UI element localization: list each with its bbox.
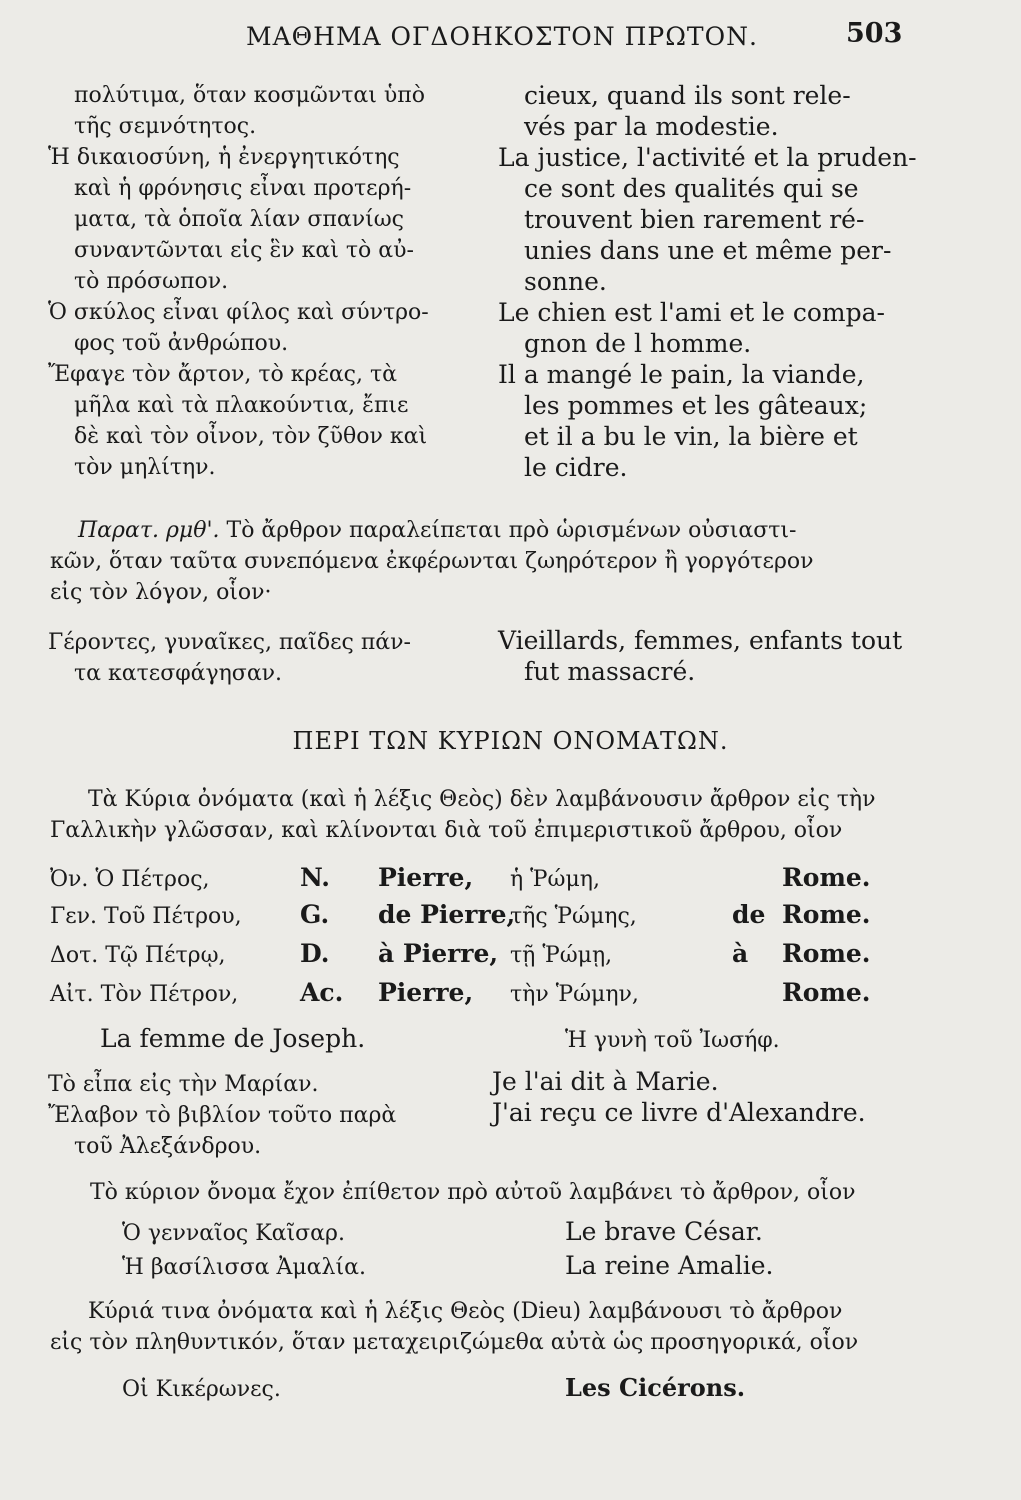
- french-line: cieux, quand ils sont rele-: [524, 81, 851, 110]
- grammar-note: [50, 515, 950, 608]
- french-place: Rome.: [782, 863, 871, 892]
- french-name: à Pierre,: [378, 939, 499, 968]
- epithet-rule: Τὸ κύριον ὄνομα ἔχον ἐπίθετον πρὸ αὐτοῦ λαμβάνει τὸ ἄρθρον, οἷον: [90, 1180, 856, 1205]
- case-greek: Ὀν. Ὁ Πέτρος,: [50, 867, 210, 892]
- french-name: Pierre,: [378, 863, 474, 892]
- french-line: gnon de l homme.: [524, 329, 752, 358]
- greek-line: τὸ πρόσωπον.: [74, 269, 229, 294]
- intro-line: Γαλλικὴν γλῶσσαν, καὶ κλίνονται διὰ τοῦ ἐπιμεριστικοῦ ἄρθρου, οἷον: [50, 818, 843, 843]
- epithet-example-greek: Ὁ γενναῖος Καῖσαρ.: [122, 1221, 345, 1246]
- joseph-greek: Ἡ γυνὴ τοῦ Ἰωσήφ.: [565, 1028, 780, 1053]
- french-line: Le chien est l'ami et le compa-: [498, 298, 885, 327]
- french-place: Rome.: [782, 978, 871, 1007]
- french-line: les pommes et les gâteaux;: [524, 391, 868, 420]
- french-prep: à: [732, 939, 749, 968]
- french-line: Il a mangé le pain, la viande,: [498, 360, 865, 389]
- french-line: Vieillards, femmes, enfants tout: [498, 626, 903, 655]
- french-line: le cidre.: [524, 453, 628, 482]
- greek-line: Τὸ εἶπα εἰς τὴν Μαρίαν.: [48, 1072, 319, 1097]
- case-greek: Αἰτ. Τὸν Πέτρον,: [50, 982, 239, 1007]
- french-line: trouvent bien rarement ré-: [524, 205, 865, 234]
- plural-example-french: Les Cicérons.: [565, 1373, 746, 1402]
- greek-place: τῇ Ῥώμῃ,: [510, 943, 613, 968]
- examples-marie-french: [492, 1066, 912, 1128]
- case-abbr: Ac.: [300, 978, 344, 1007]
- greek-line: καὶ ἡ φρόνησις εἶναι προτερή-: [74, 176, 412, 201]
- greek-line: τὸν μηλίτην.: [74, 455, 216, 480]
- greek-line: μῆλα καὶ τὰ πλακούντια, ἔπιε: [74, 393, 409, 418]
- french-name: Pierre,: [378, 978, 474, 1007]
- greek-line: τῆς σεμνότητος.: [74, 114, 257, 139]
- example-massacre-french: [498, 625, 908, 687]
- greek-line: δὲ καὶ τὸν οἶνον, τὸν ζῦθον καὶ: [74, 424, 428, 449]
- french-line: unies dans une et même per-: [524, 236, 892, 265]
- french-place: Rome.: [782, 939, 871, 968]
- french-line: vés par la modestie.: [524, 112, 779, 141]
- greek-line: Ἔλαβον τὸ βιβλίον τοῦτο παρὰ: [48, 1103, 397, 1128]
- french-name: de Pierre,: [378, 900, 516, 929]
- plural-line: εἰς τὸν πληθυντικόν, ὅταν μεταχειριζώμεθα αὐτὰ ὡς προσηγορικά, οἷον: [50, 1330, 859, 1355]
- french-line: La justice, l'activité et la pruden-: [498, 143, 917, 172]
- intro-line: Τὰ Κύρια ὀνόματα (καὶ ἡ λέξις Θεὸς) δὲν λαμβάνουσιν ἄρθρον εἰς τὴν: [88, 787, 876, 812]
- french-line: J'ai reçu ce livre d'Alexandre.: [492, 1098, 866, 1127]
- plural-example-greek: Οἱ Κικέρωνες.: [122, 1377, 281, 1402]
- greek-line: πολύτιμα, ὅταν κοσμῶνται ὑπὸ: [74, 83, 425, 108]
- plural-rule: [50, 1296, 970, 1358]
- greek-place: τὴν Ῥώμην,: [510, 982, 639, 1007]
- french-line: ce sont des qualités qui se: [524, 174, 859, 203]
- case-abbr: G.: [300, 900, 330, 929]
- examples-top-french: [498, 80, 917, 483]
- greek-line: Ἡ δικαιοσύνη, ἡ ἐνεργητικότης: [48, 145, 400, 170]
- plural-line: Κύριά τινα ὀνόματα καὶ ἡ λέξις Θεὸς (Dieu) λαμβάνουσι τὸ ἄρθρον: [88, 1299, 843, 1324]
- greek-line: Γέροντες, γυναῖκες, παῖδες πάν-: [48, 630, 411, 655]
- proper-nouns-intro: [50, 784, 970, 846]
- french-prep: de: [732, 900, 766, 929]
- case-greek: Γεν. Τοῦ Πέτρου,: [50, 904, 242, 929]
- section-heading: ΠΕΡΙ ΤΩΝ ΚΥΡΙΩΝ ΟΝΟΜΑΤΩΝ.: [292, 727, 729, 755]
- note-label: Παρατ. ρμθ'.: [78, 518, 220, 543]
- french-place: Rome.: [782, 900, 871, 929]
- case-abbr: N.: [300, 863, 330, 892]
- examples-top-greek: [48, 80, 488, 483]
- running-header-title: ΜΑΘΗΜΑ ΟΓΔΟΗΚΟΣΤΟΝ ΠΡΩΤΟΝ.: [246, 22, 758, 51]
- epithet-example-greek: Ἡ βασίλισσα Ἀμαλία.: [122, 1255, 366, 1280]
- note-line: εἰς τὸν λόγον, οἷον·: [50, 580, 272, 605]
- french-line: Je l'ai dit à Marie.: [492, 1067, 719, 1096]
- french-line: fut massacré.: [524, 657, 696, 686]
- examples-marie-greek: [48, 1069, 488, 1162]
- page-number: 503: [846, 18, 903, 49]
- greek-place: ἡ Ῥώμη,: [510, 867, 600, 892]
- example-massacre-greek: [48, 627, 488, 689]
- greek-line: τοῦ Ἀλεξάνδρου.: [74, 1134, 262, 1159]
- greek-place: τῆς Ῥώμης,: [510, 904, 637, 929]
- greek-line: τα κατεσφάγησαν.: [74, 661, 283, 686]
- epithet-example-french: La reine Amalie.: [565, 1251, 774, 1280]
- french-line: et il a bu le vin, la bière et: [524, 422, 858, 451]
- greek-line: Ὁ σκύλος εἶναι φίλος καὶ σύντρο-: [48, 300, 429, 325]
- note-line: Τὸ ἄρθρον παραλείπεται πρὸ ὡρισμένων οὐσιαστι-: [226, 518, 797, 543]
- greek-line: συναντῶνται εἰς ἓν καὶ τὸ αὐ-: [74, 238, 414, 263]
- french-line: sonne.: [524, 267, 607, 296]
- greek-line: ματα, τὰ ὁποῖα λίαν σπανίως: [74, 207, 404, 232]
- case-greek: Δοτ. Τῷ Πέτρῳ,: [50, 943, 226, 968]
- case-abbr: D.: [300, 939, 330, 968]
- note-line: κῶν, ὅταν ταῦτα συνεπόμενα ἐκφέρωνται ζωηρότερον ἢ γοργότερον: [50, 549, 814, 574]
- greek-line: Ἔφαγε τὸν ἄρτον, τὸ κρέας, τὰ: [48, 362, 398, 387]
- epithet-example-french: Le brave César.: [565, 1217, 763, 1246]
- joseph-french: La femme de Joseph.: [100, 1024, 366, 1053]
- greek-line: φος τοῦ ἀνθρώπου.: [74, 331, 289, 356]
